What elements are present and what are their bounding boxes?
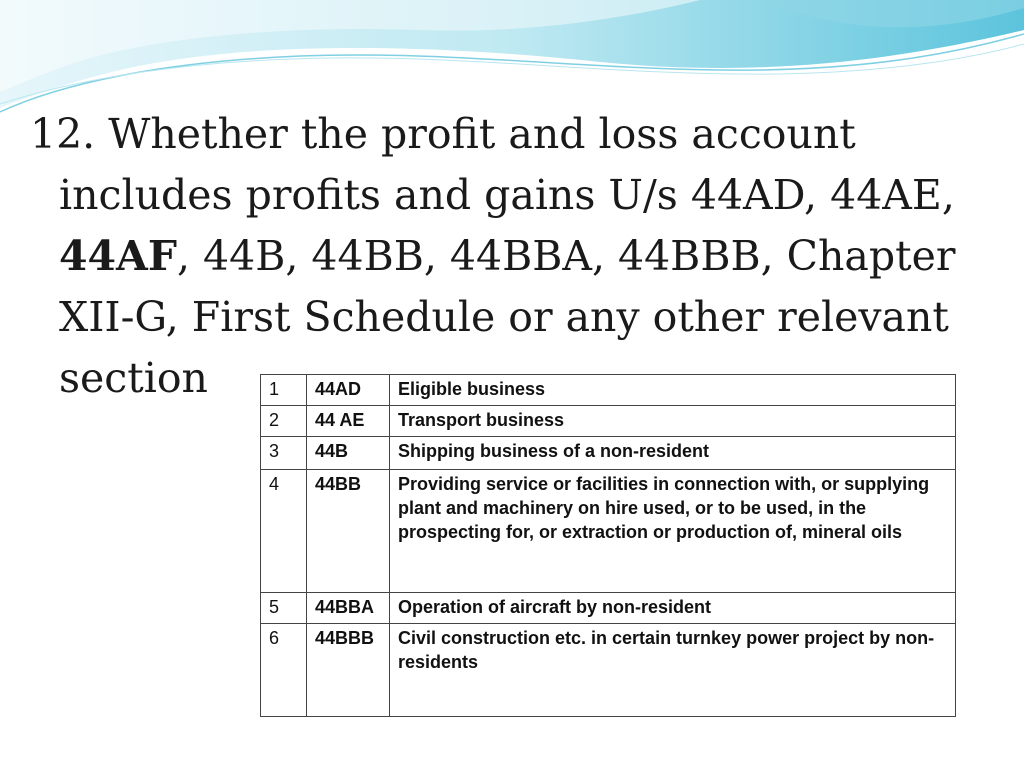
table-row xyxy=(261,406,956,437)
table-row xyxy=(261,470,956,593)
row-number: 5 xyxy=(261,593,307,624)
question-bold-44af: 44AF xyxy=(59,232,177,280)
question-line-2: includes profits and gains U/s 44AD, 44AE, xyxy=(59,171,955,219)
section-code: 44B xyxy=(307,437,390,470)
header-wave-decoration xyxy=(0,0,1024,120)
section-code: 44BB xyxy=(307,470,390,593)
table-row xyxy=(261,624,956,717)
section-code: 44AD xyxy=(307,375,390,406)
question-line-1: 12. Whether the profit and loss account xyxy=(30,110,856,158)
table-row xyxy=(261,593,956,624)
row-number: 3 xyxy=(261,437,307,470)
section-code: 44BBA xyxy=(307,593,390,624)
question-text xyxy=(30,104,990,409)
section-description: Operation of aircraft by non-resident xyxy=(390,593,956,624)
row-number: 4 xyxy=(261,470,307,593)
row-number: 6 xyxy=(261,624,307,717)
section-description: Shipping business of a non-resident xyxy=(390,437,956,470)
sections-table xyxy=(260,374,956,717)
section-description: Providing service or facilities in connection with, or supplying plant and machinery on hire used, or to be used, in the prospecting for, or extraction or production of, mineral oils xyxy=(390,470,956,593)
section-code: 44BBB xyxy=(307,624,390,717)
question-line-5: section xyxy=(59,354,208,402)
section-description: Civil construction etc. in certain turnkey power project by non-residents xyxy=(390,624,956,717)
section-description: Eligible business xyxy=(390,375,956,406)
section-code: 44 AE xyxy=(307,406,390,437)
table-row xyxy=(261,437,956,470)
row-number: 1 xyxy=(261,375,307,406)
question-line-3-rest: , 44B, 44BB, 44BBA, 44BBB, Chapter xyxy=(176,232,956,280)
question-line-4: XII-G, First Schedule or any other relevant xyxy=(59,293,949,341)
section-description: Transport business xyxy=(390,406,956,437)
table-row xyxy=(261,375,956,406)
row-number: 2 xyxy=(261,406,307,437)
question-line-3 xyxy=(30,226,990,287)
